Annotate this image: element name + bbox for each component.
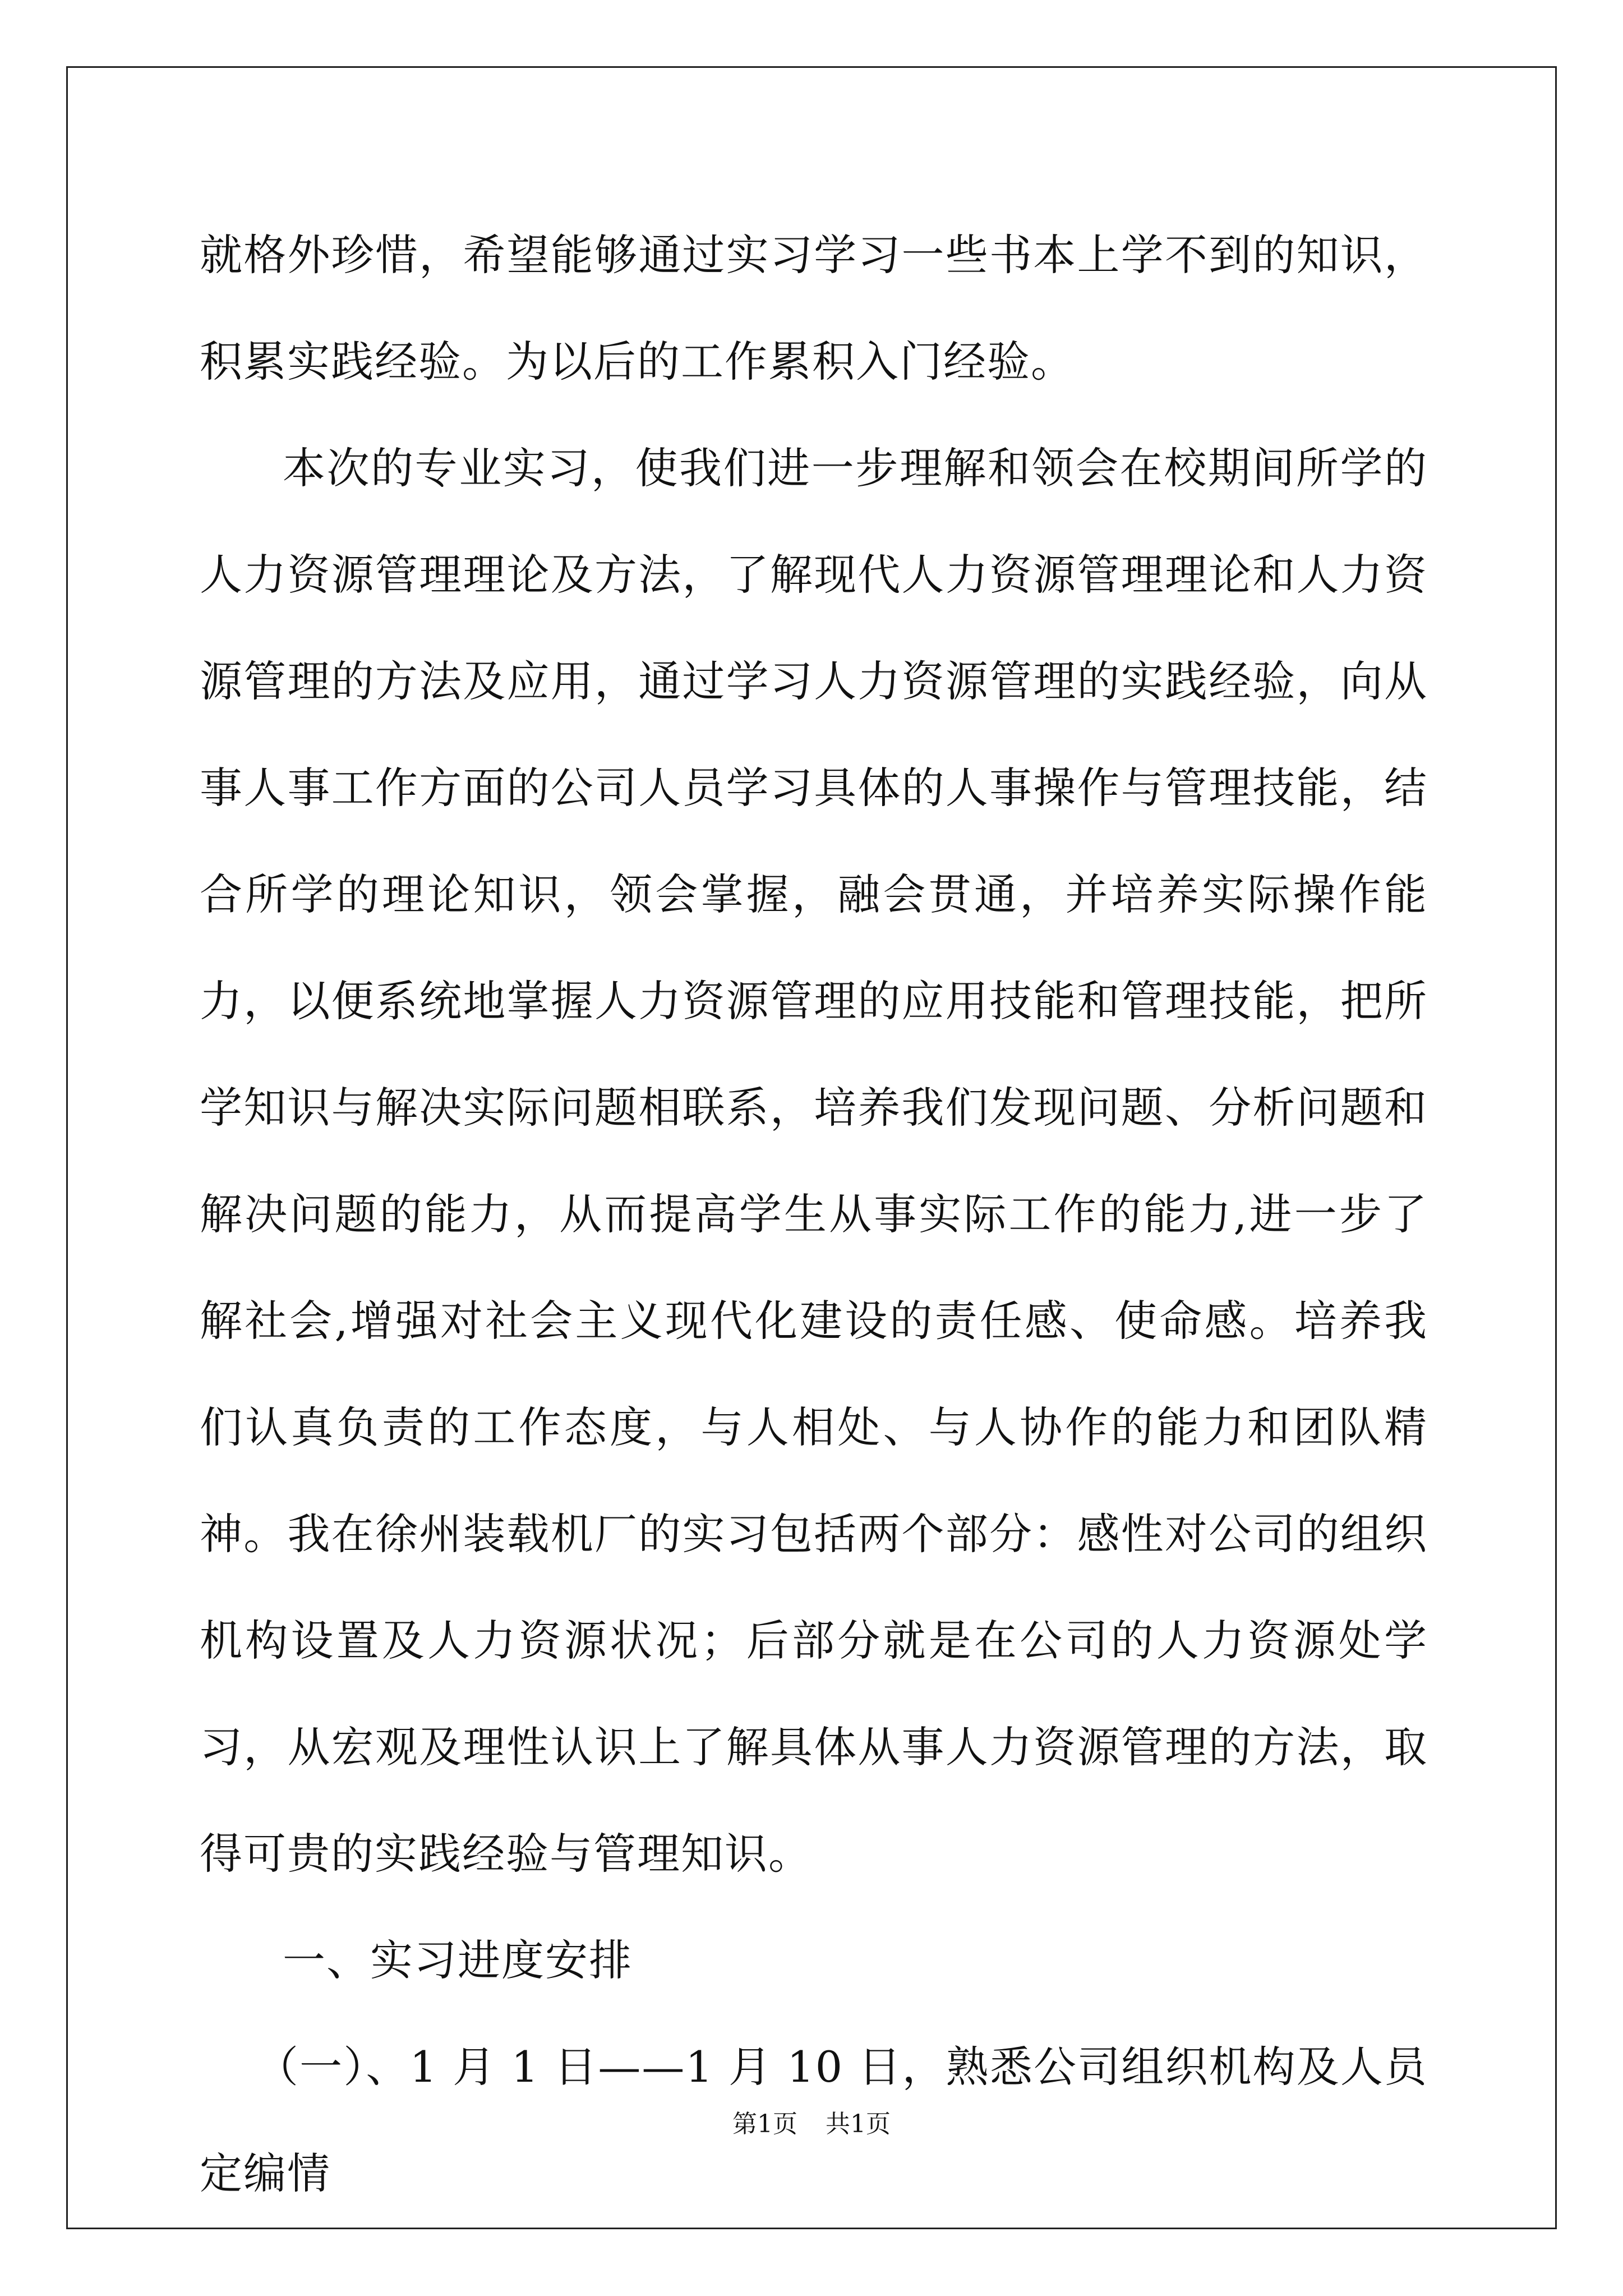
paragraph-continuation: 就格外珍惜，希望能够通过实习学习一些书本上学不到的知识，积累实践经验。为以后的工作累积入门经验。 [200, 230, 1428, 386]
page-footer [0, 2104, 1623, 2139]
schedule-item-1: （一）、1 月 1 日——1 月 10 日，熟悉公司组织机构及人员定编情 [200, 2042, 1428, 2198]
paragraph-internship-purpose: 本次的专业实习，使我们进一步理解和领会在校期间所学的人力资源管理理论及方法，了解现代人力资源管理理论和人力资源管理的方法及应用，通过学习人力资源管理的实践经验，向从事人事工作方面的公司人员学习具体的人事操作与管理技能，结合所学的理论知识，领会掌握，融会贯通，并培养实际操作能力，以便系统地掌握人力资源管理的应用技能和管理技能，把所学知识与解决实际问题相联系，培养我们发现问题、分析问题和解决问题的能力，从而提高学生从事实际工作的能力,进一步了解社会,增强对社会主义现代化建设的责任感、使命感。培养我们认真负责的工作态度，与人相处、与人协作的能力和团队精神。我在徐州装载机厂的实习包括两个部分：感性对公司的组织机构设置及人力资源状况；后部分就是在公司的人力资源处学习，从宏观及理性认识上了解具体从事人力资源管理的方法，取得可贵的实践经验与管理知识。 [200, 443, 1428, 1879]
document-body [200, 202, 1428, 2227]
page-total: 共1页 [826, 2110, 891, 2138]
page-number: 第1页 [732, 2110, 797, 2138]
section-heading-schedule: 一、实习进度安排 [283, 1935, 633, 1985]
